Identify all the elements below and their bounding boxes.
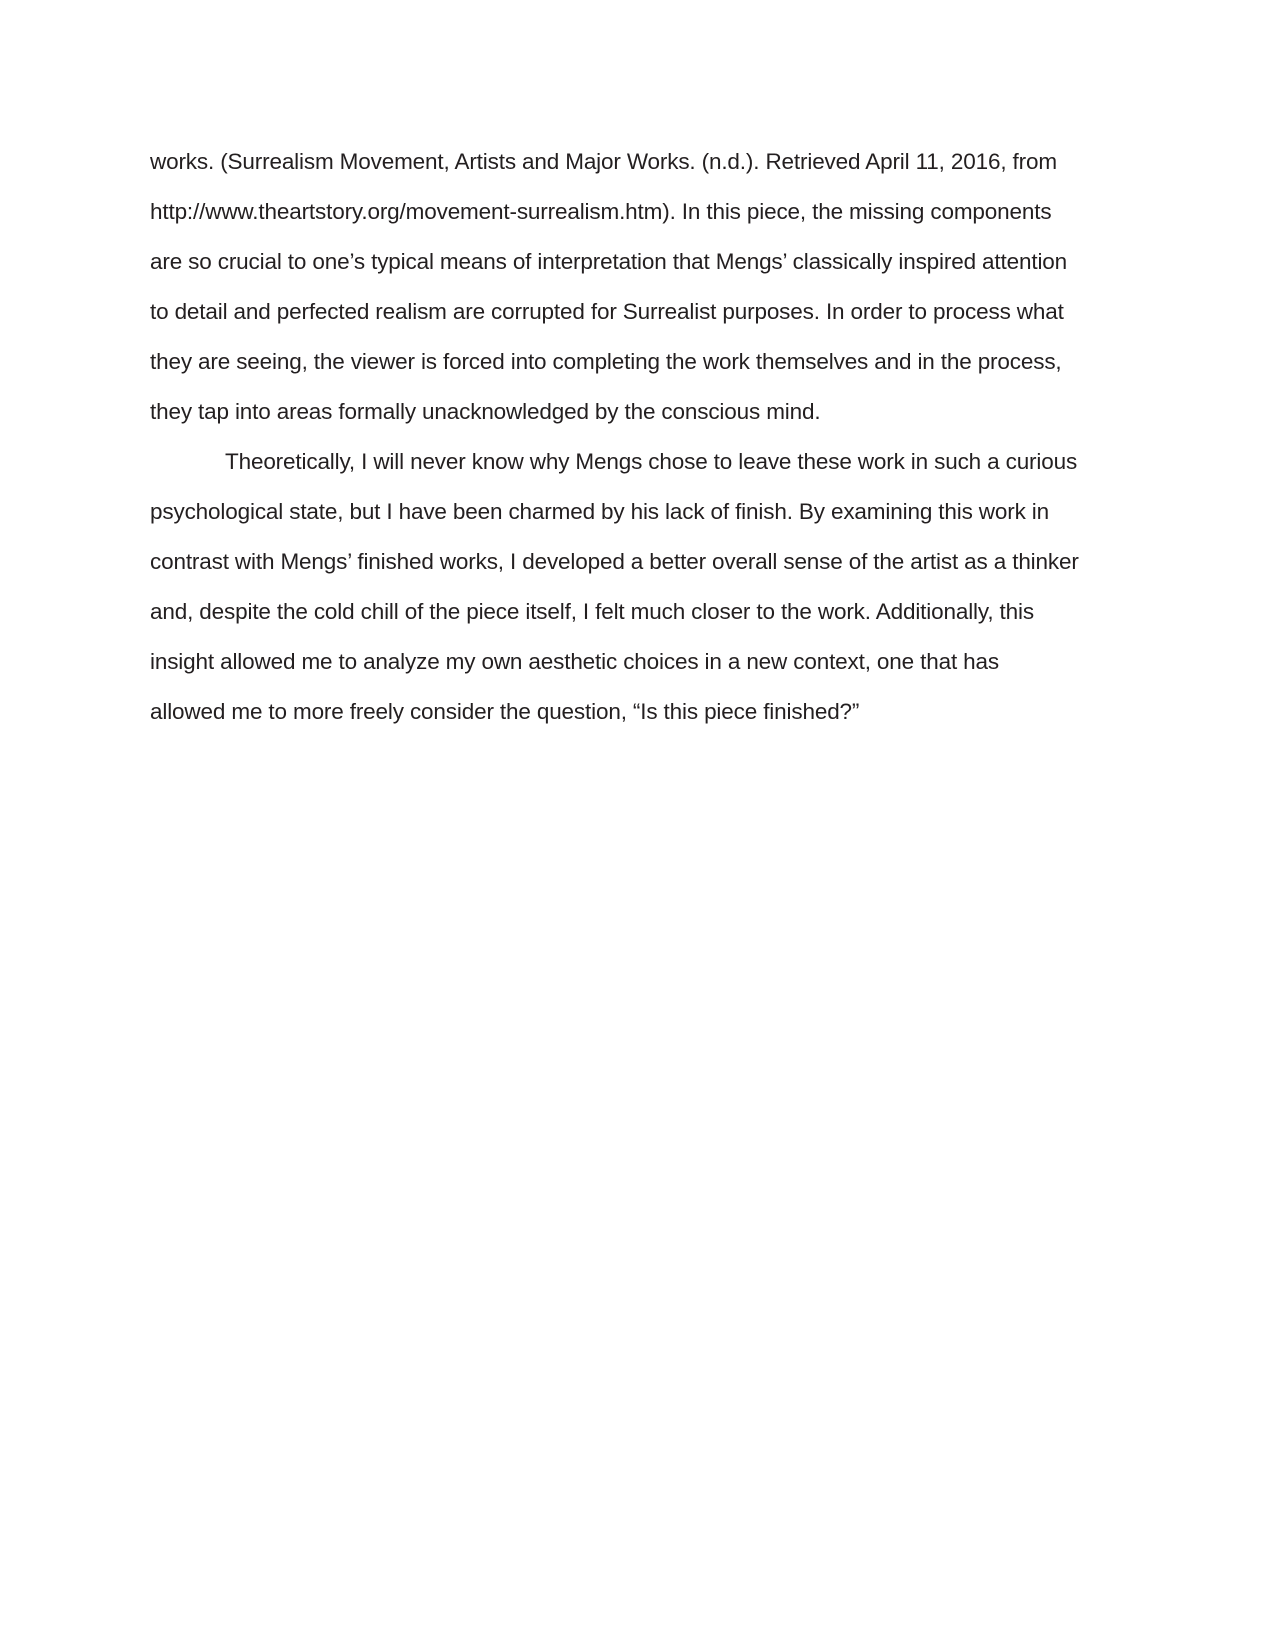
paragraph-2 xyxy=(150,437,1140,737)
text-line: Theoretically, I will never know why Mengs chose to leave these work in such a curious xyxy=(225,449,1078,474)
text-line: to detail and perfected realism are corrupted for Surrealist purposes. In order to process what xyxy=(150,299,1064,324)
text-line: allowed me to more freely consider the question, “Is this piece finished?” xyxy=(150,699,860,724)
text-line: are so crucial to one’s typical means of interpretation that Mengs’ classically inspired attention xyxy=(150,249,1068,274)
text-line: http://www.theartstory.org/movement-surrealism.htm). In this piece, the missing components xyxy=(150,199,1052,224)
text-line: psychological state, but I have been charmed by his lack of finish. By examining this work in xyxy=(150,499,1050,524)
text-line: contrast with Mengs’ finished works, I developed a better overall sense of the artist as a thinker xyxy=(150,549,1079,574)
body-text xyxy=(150,137,1140,737)
text-line: they tap into areas formally unacknowledged by the conscious mind. xyxy=(150,399,821,424)
text-line: insight allowed me to analyze my own aesthetic choices in a new context, one that has xyxy=(150,649,999,674)
text-line: works. (Surrealism Movement, Artists and Major Works. (n.d.). Retrieved April 11, 2016, from xyxy=(150,149,1057,174)
text-line: and, despite the cold chill of the piece itself, I felt much closer to the work. Additionally, this xyxy=(150,599,1034,624)
text-line: they are seeing, the viewer is forced into completing the work themselves and in the process, xyxy=(150,349,1062,374)
paragraph-1 xyxy=(150,137,1140,437)
